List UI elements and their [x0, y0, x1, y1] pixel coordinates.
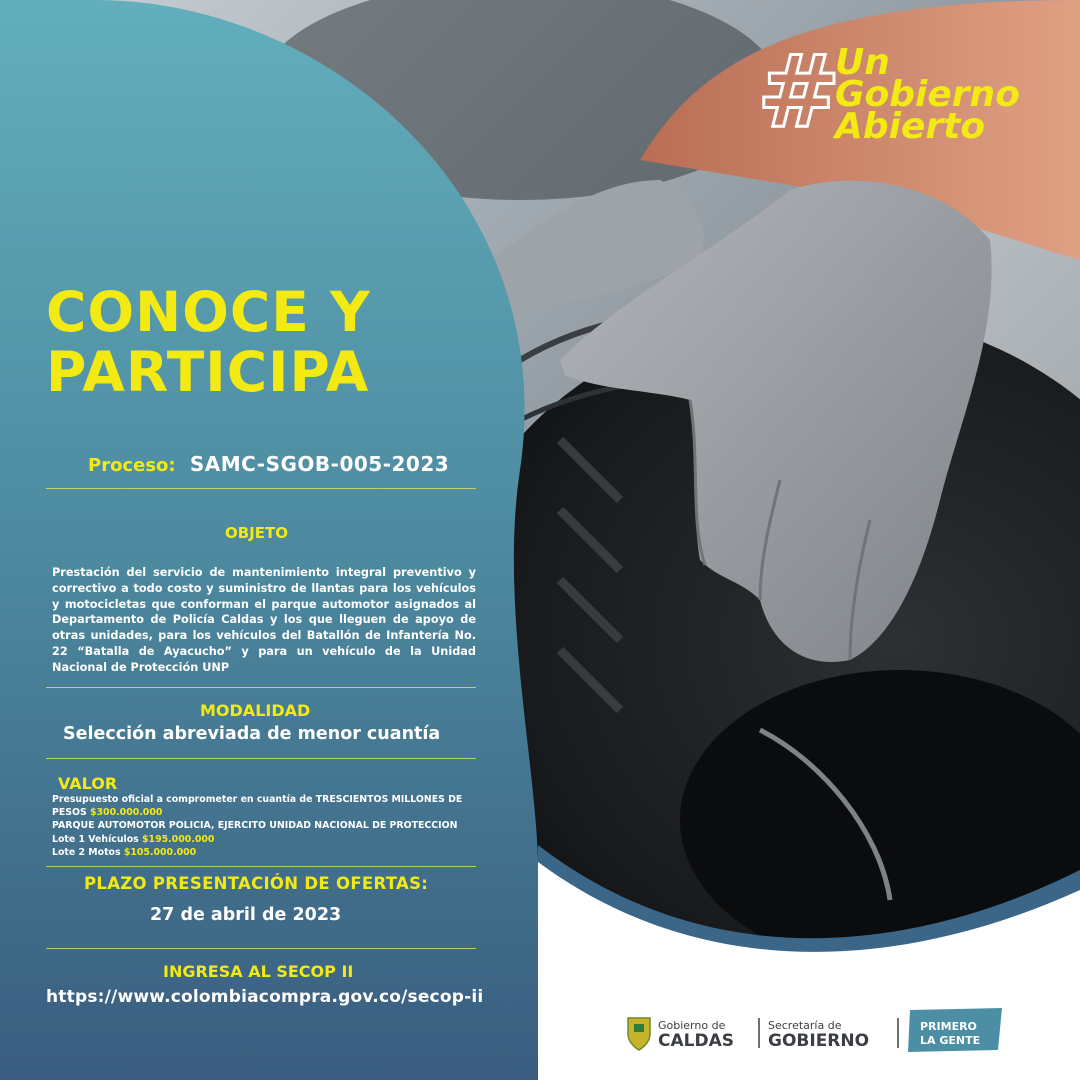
divider — [46, 866, 476, 867]
valor-title: VALOR — [58, 774, 118, 793]
plazo-title: PLAZO PRESENTACIÓN DE OFERTAS: — [84, 874, 429, 893]
secretaria-top-text: Secretaría de — [768, 1019, 842, 1032]
headline-line-2: PARTICIPA — [46, 340, 370, 404]
divider — [46, 758, 476, 759]
divider — [46, 948, 476, 949]
secop-title: INGRESA AL SECOP II — [163, 962, 354, 981]
secretaria-bottom-text: GOBIERNO — [768, 1031, 870, 1051]
valor-pesos-label: PESOS — [52, 807, 87, 819]
valor-lote-1 — [52, 833, 492, 846]
primero-la-gente-badge — [908, 1008, 1002, 1052]
secop-link[interactable]: https://www.colombiacompra.gov.co/secop-ii — [46, 987, 484, 1007]
footer-logos — [626, 1006, 1016, 1056]
plazo-date: 27 de abril de 2023 — [150, 905, 342, 925]
lote-1-label: Lote 1 Vehículos — [52, 833, 139, 845]
headline-line-1: CONOCE Y — [46, 280, 371, 344]
valor-line-3: PARQUE AUTOMOTOR POLICIA, EJERCITO UNIDAD NACIONAL DE PROTECCION — [52, 820, 458, 832]
proceso — [88, 452, 449, 476]
divider — [46, 488, 476, 489]
caldas-bottom-text: CALDAS — [658, 1031, 734, 1051]
badge-line-2: LA GENTE — [920, 1034, 981, 1047]
lote-1-amount: $195.000.000 — [142, 833, 215, 845]
headline — [46, 282, 371, 402]
campaign-line-3: Abierto — [835, 106, 986, 147]
lote-2-label: Lote 2 Motos — [52, 846, 121, 858]
modalidad-title: MODALIDAD — [200, 701, 311, 720]
valor-line-1: Presupuesto oficial a comprometer en cuantía de TRESCIENTOS MILLONES DE — [52, 794, 463, 805]
campaign-line-2: Gobierno — [835, 74, 1020, 115]
hashtag-icon: # — [757, 38, 841, 148]
objeto-text: Prestación del servicio de mantenimiento integral preventivo y correctivo a todo costo y suministro de llantas para los vehículos y motocicletas que conforman el parque automotor asignados al Departamento de Policía Caldas y los que lleguen de apoyo de otras unidades, para los vehículos del Batallón de Infantería No. 22 “Batalla de Ayacucho” y para un vehículo de la Unidad Nacional de Protección UNP — [52, 566, 476, 674]
valor-line-2 — [52, 806, 492, 819]
valor-lote-2 — [52, 846, 492, 859]
caldas-shield-icon — [628, 1018, 650, 1050]
valor-total-amount: $300.000.000 — [90, 807, 163, 819]
lote-2-amount: $105.000.000 — [123, 846, 197, 858]
modalidad-value: Selección abreviada de menor cuantía — [63, 724, 441, 744]
objeto-title: OBJETO — [225, 524, 288, 542]
valor-details — [52, 793, 492, 859]
un-gobierno-abierto-logo — [757, 38, 1047, 148]
caldas-top-text: Gobierno de — [658, 1019, 726, 1032]
badge-line-1: PRIMERO — [920, 1020, 977, 1033]
proceso-value: SAMC-SGOB-005-2023 — [189, 452, 450, 476]
campaign-line-1: Un — [835, 42, 890, 83]
proceso-label: Proceso: — [88, 455, 176, 476]
divider — [46, 687, 476, 688]
